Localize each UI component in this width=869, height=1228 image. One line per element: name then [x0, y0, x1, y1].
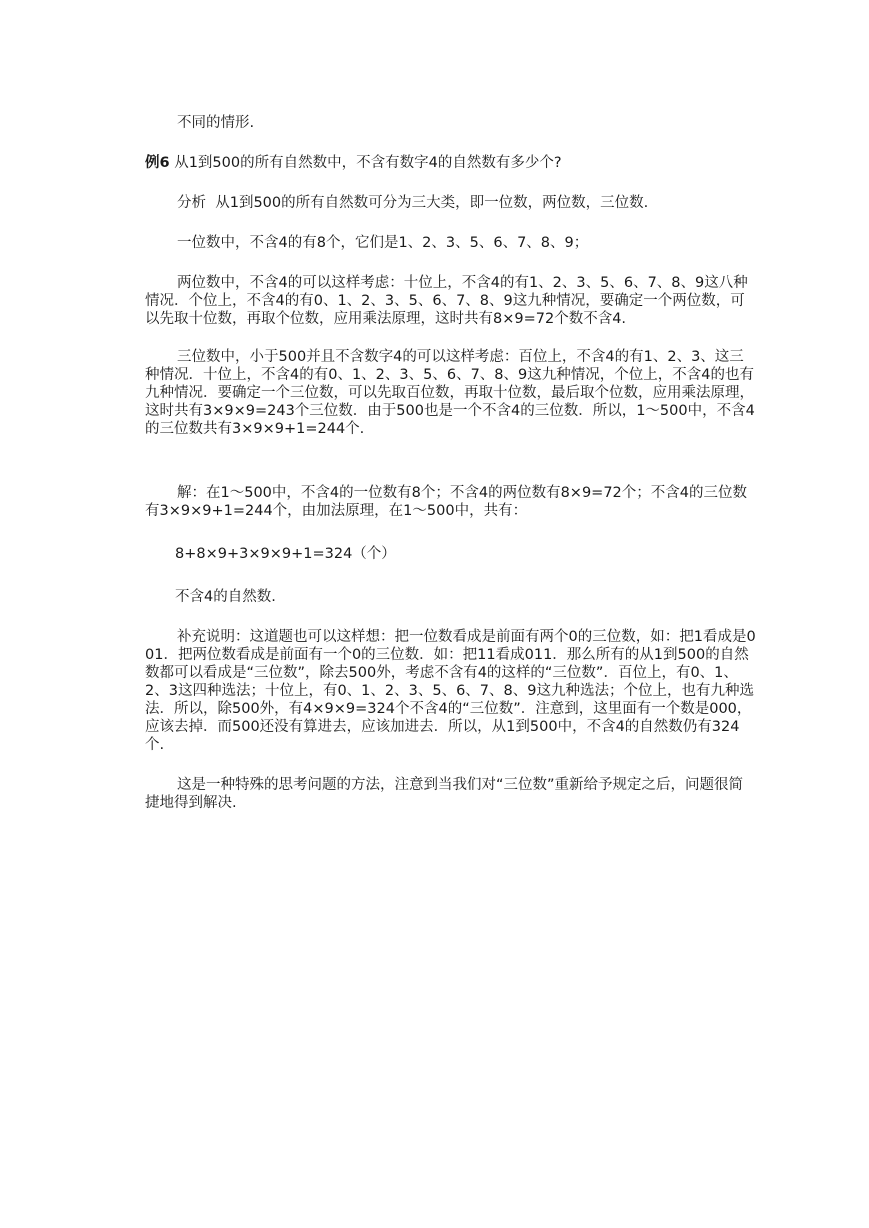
document-body [145, 114, 757, 812]
answer-text: 不含4的自然数. [175, 589, 276, 605]
three-digit-paragraph: 三位数中，小于500并且不含数字4的可以这样考虑：百位上，不含4的有1、2、3、这三种情况．十位上，不含4的有0、1、2、3、5、6、7、8、9这九种情况，个位上，不含4的也有九种情况．要确定一个三位数，可以先取百位数，再取十位数，最后取个位数，应用乘法原理，这时共有3×9×9=243个三位数．由于500也是一个不含4的三位数．所以，1～500中，不含4的三位数共有3×9×9+1=244个. [145, 349, 755, 437]
solution-formula: 8+8×9+3×9×9+1=324（个） [175, 546, 396, 562]
two-digit-paragraph: 两位数中，不含4的可以这样考虑：十位上，不含4的有1、2、3、5、6、7、8、9这八种情况．个位上，不含4的有0、1、2、3、5、6、7、8、9这九种情况，要确定一个两位数，可以先取十位数，再取个位数，应用乘法原理，这时共有8×9=72个数不含4. [145, 275, 748, 327]
conclusion-paragraph: 这是一种特殊的思考问题的方法，注意到当我们对“三位数”重新给予规定之后，问题很简捷地得到解决. [145, 777, 744, 811]
example-question-text: 从1到500的所有自然数中，不含有数字4的自然数有多少个? [174, 155, 562, 171]
supplement-paragraph: 补充说明：这道题也可以这样想：把一位数看成是前面有两个0的三位数，如：把1看成是001．把两位数看成是前面有一个0的三位数．如：把11看成011．那么所有的从1到500的自然数都可以看成是“三位数”，除去500外，考虑不含有4的这样的“三位数”．百位上，有0、1、2、3这四种选法；十位上，有0、1、2、3、5、6、7、8、9这九种选法；个位上，也有九种选法．所以，除500外，有4×9×9=324个不含4的“三位数”．注意到，这里面有一个数是000，应该去掉．而500还没有算进去，应该加进去．所以，从1到500中，不含4的自然数仍有324个. [145, 629, 756, 753]
analysis-paragraph: 分析 从1到500的所有自然数可分为三大类，即一位数，两位数，三位数. [177, 195, 649, 211]
solution-paragraph: 解：在1～500中，不含4的一位数有8个；不含4的两位数有8×9=72个；不含4的三位数有3×9×9+1=244个，由加法原理，在1～500中，共有： [145, 485, 748, 519]
one-digit-paragraph: 一位数中，不含4的有8个，它们是1、2、3、5、6、7、8、9； [177, 235, 589, 251]
example-label: 例6 [145, 155, 170, 171]
example-question [145, 154, 757, 172]
continued-text: 不同的情形. [177, 115, 255, 131]
